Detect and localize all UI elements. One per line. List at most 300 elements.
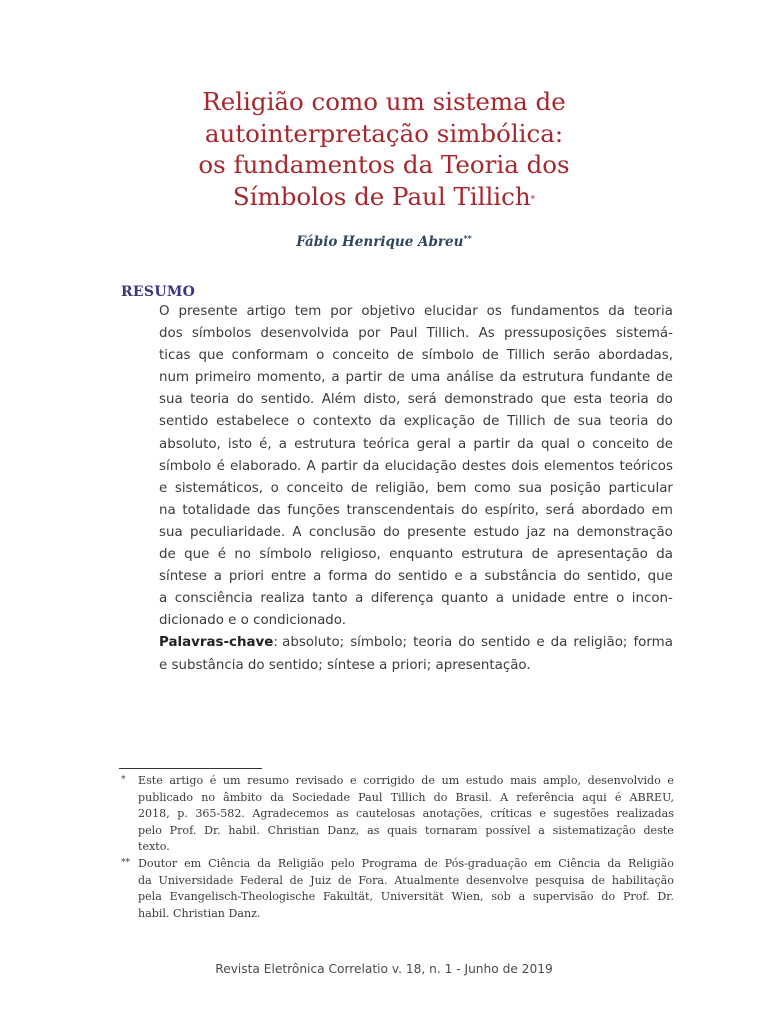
abstract-line (159, 588, 673, 610)
word: esta (573, 392, 603, 408)
keywords-paragraph (159, 632, 673, 676)
word: a (495, 591, 504, 607)
abstract-line (159, 411, 673, 433)
word: do (433, 790, 448, 804)
word: Tillich (506, 348, 546, 364)
word: que (198, 348, 224, 364)
word: de (553, 414, 571, 430)
word: habil. (228, 823, 260, 837)
word: a (213, 569, 222, 585)
word: A (500, 790, 509, 804)
word: teoria (190, 392, 230, 408)
word: sentido (480, 635, 531, 651)
footnote-line (138, 839, 674, 856)
word: habil. Christian Danz. (138, 906, 261, 920)
word: dicionado e o condicionado. (159, 613, 347, 629)
word: artigo (246, 304, 286, 319)
word: Universität (380, 890, 444, 904)
word: de (289, 873, 304, 887)
word: e (536, 635, 545, 651)
word: do (383, 524, 400, 540)
word: estabelece (216, 414, 290, 430)
word: dos (159, 326, 183, 342)
word: da (257, 856, 271, 870)
word: como (474, 480, 511, 496)
footnote-divider (119, 768, 262, 769)
word: geral (416, 436, 451, 452)
word: partir (320, 458, 358, 474)
word: num (159, 370, 190, 386)
word: da (138, 873, 152, 887)
word: sob (491, 890, 511, 904)
author-byline (0, 234, 768, 250)
word: teoria (633, 304, 673, 319)
word: sentido (398, 569, 448, 585)
keywords-label: Palavras-chave (159, 635, 274, 651)
word: conceito (592, 436, 650, 452)
word: do (458, 635, 475, 651)
word: da (608, 304, 625, 319)
word: religião, (375, 480, 429, 496)
word: teórica (363, 436, 410, 452)
word: o (616, 591, 625, 607)
word: pressuposições (503, 326, 607, 342)
word: Pós-graduação (444, 856, 528, 870)
word: possível (485, 823, 531, 837)
footnote-line (138, 823, 674, 840)
word: a (538, 823, 545, 837)
word: sua (159, 524, 183, 540)
word: de (656, 436, 673, 452)
abstract-line (159, 367, 673, 389)
word: de (531, 547, 549, 563)
word: tanto (312, 591, 348, 607)
word: sistematização (552, 823, 636, 837)
word: desenvolvida (260, 326, 350, 342)
word: do (563, 569, 581, 585)
word: Tillich. (426, 326, 470, 342)
footnote-line (138, 806, 674, 823)
word: jaz (526, 524, 546, 540)
word: referência (516, 790, 575, 804)
word: cautelosas (355, 807, 416, 821)
word: revisado (295, 774, 344, 787)
abstract-line (159, 323, 673, 345)
keywords-line (159, 632, 673, 654)
word: serão (553, 348, 591, 364)
word: estudo (465, 774, 504, 787)
word: disto, (363, 392, 401, 408)
word: amplo, (543, 774, 582, 787)
word: Programa (361, 856, 418, 870)
word: conceito (332, 348, 390, 364)
word: estudo (473, 524, 520, 540)
word: diferença (370, 591, 434, 607)
word: Federal (240, 873, 283, 887)
word: das (256, 502, 281, 518)
abstract-paragraph (159, 301, 673, 632)
word: bem (436, 480, 467, 496)
word: críticas (490, 807, 532, 821)
word: de (350, 480, 368, 496)
word: pelo (330, 856, 355, 870)
word: resumo (247, 774, 290, 787)
word: em (184, 856, 202, 870)
word: : absoluto; (273, 635, 345, 651)
word: contexto (312, 414, 372, 430)
word: destes (461, 458, 507, 474)
word: O (159, 304, 170, 319)
word: totalidade (182, 502, 251, 518)
word: da (550, 635, 568, 651)
word: sistemáticos, (174, 480, 264, 496)
word: a (313, 569, 322, 585)
word: enquanto (389, 547, 454, 563)
word: Religião (277, 856, 324, 870)
word: é (614, 790, 622, 804)
word: Wien, (451, 890, 484, 904)
word: de (337, 873, 352, 887)
footnote-item (121, 773, 674, 856)
word: A (292, 524, 302, 540)
word: habilitação (611, 873, 674, 887)
footnote-line (138, 856, 674, 873)
word: sentido (159, 414, 209, 430)
word: momento, (256, 370, 326, 386)
word: teoria (413, 635, 453, 651)
word: tem (294, 304, 322, 319)
word: conceito (286, 480, 344, 496)
word: consciência (174, 591, 253, 607)
word: Christian (267, 823, 320, 837)
word: desenvolve (465, 873, 529, 887)
word: peculiaridade. (189, 524, 286, 540)
word: do (236, 392, 254, 408)
word: o (270, 480, 279, 496)
word: Dr. (657, 890, 674, 904)
word: 2018, (138, 807, 170, 821)
title-line (0, 181, 768, 213)
word: Doutor (138, 856, 178, 870)
word: qual (540, 436, 570, 452)
word: do (374, 569, 392, 585)
word: na (552, 524, 570, 540)
word: partir (345, 370, 383, 386)
word: é (209, 774, 217, 787)
word: símbolo (421, 348, 475, 364)
word: estrutura (522, 370, 585, 386)
word: pela (138, 890, 162, 904)
word: por (358, 326, 381, 342)
word: análise (446, 370, 494, 386)
word: texto. (138, 840, 170, 854)
word: de (421, 774, 435, 787)
word: do (461, 502, 478, 518)
keywords-line (159, 655, 673, 677)
word: Dr. (204, 823, 221, 837)
word: em (651, 502, 673, 518)
word: objetivo (361, 304, 416, 319)
word: A (306, 458, 316, 474)
word: símbolo; (350, 635, 408, 651)
word: mais (510, 774, 537, 787)
word: da (499, 370, 517, 386)
word: uma (410, 370, 441, 386)
word: sua (518, 480, 543, 496)
word: de (591, 873, 606, 887)
word: de (424, 856, 438, 870)
word: deste (643, 823, 674, 837)
word: da (362, 458, 380, 474)
title-text: Símbolos de Paul Tillich (232, 181, 531, 211)
word: de (481, 348, 499, 364)
word: substância (484, 569, 557, 585)
word: Paul (389, 326, 418, 342)
word: fundamentos (510, 304, 600, 319)
word: sentido. (260, 392, 315, 408)
word: elaborado. (230, 458, 302, 474)
word: incon- (631, 591, 673, 607)
word: o (316, 348, 325, 364)
word: da (270, 790, 284, 804)
word: Além (321, 392, 356, 408)
word: os (486, 304, 502, 319)
author-footnote-mark: ** (463, 233, 472, 243)
word: a (518, 890, 526, 904)
word: por (330, 304, 353, 319)
word: da (607, 856, 622, 870)
title-footnote-mark: * (530, 194, 536, 205)
word: é (216, 458, 225, 474)
word: Agradecemos (252, 807, 329, 821)
word: e (159, 480, 168, 496)
word: o (296, 414, 306, 430)
word: as (367, 823, 380, 837)
word: e (454, 569, 463, 585)
word: que (647, 569, 673, 585)
abstract-line (159, 478, 673, 500)
word: Ciência (558, 856, 601, 870)
word: da (656, 547, 673, 563)
word: a (457, 436, 467, 452)
word: tornaram (425, 823, 478, 837)
word: Brasil. (455, 790, 492, 804)
keywords-first-chunk (159, 632, 344, 654)
word: símbolo (259, 547, 312, 563)
word: realiza (260, 591, 305, 607)
word: âmbito (223, 790, 263, 804)
word: pelo (138, 823, 162, 837)
word: Sociedade (292, 790, 351, 804)
word: será (545, 502, 575, 518)
word: sua (159, 392, 183, 408)
word: priori (228, 569, 264, 585)
word: religioso, (320, 547, 381, 563)
word: apresentação (556, 547, 648, 563)
word: absoluto, (159, 436, 221, 452)
word: ticas (159, 348, 191, 364)
word: conformam (231, 348, 309, 364)
abstract-line (159, 345, 673, 367)
word: Tillich (507, 414, 546, 430)
abstract-line (159, 566, 673, 588)
abstract-line (159, 434, 673, 456)
word: e substância do sentido; síntese a priori; apresentação. (159, 657, 531, 673)
footnote-mark: * (121, 775, 126, 785)
word: pesquisa (535, 873, 585, 887)
word: teoria (609, 414, 649, 430)
word: elementos (543, 458, 615, 474)
word: elucidar (424, 304, 478, 319)
word: sugestões (553, 807, 609, 821)
word: desenvolvido (587, 774, 661, 787)
word: Universidade (158, 873, 234, 887)
word: abordado (581, 502, 645, 518)
abstract-line (159, 544, 673, 566)
footnote-item (121, 856, 674, 922)
footnote-line (138, 773, 674, 790)
word: forma (328, 569, 368, 585)
word: presente (407, 524, 467, 540)
word: que (184, 547, 210, 563)
word: Atualmente (394, 873, 460, 887)
word: a (331, 370, 340, 386)
word: que (540, 392, 566, 408)
abstract-line (159, 301, 673, 323)
word: conclusão (308, 524, 376, 540)
word: transcendentais (346, 502, 455, 518)
author-name: Fábio Henrique Abreu (296, 234, 464, 250)
word: particular (608, 480, 673, 496)
word: Tillich (390, 790, 426, 804)
word: a (355, 591, 364, 607)
word: de (656, 370, 673, 386)
word: Fora. (358, 873, 388, 887)
word: em (534, 856, 552, 870)
word: As (478, 326, 495, 342)
word: religião; (573, 635, 628, 651)
word: elucidação (384, 458, 457, 474)
word: no (234, 547, 251, 563)
word: presente (178, 304, 238, 319)
word: da (517, 436, 534, 452)
word: Juiz (310, 873, 332, 887)
title-line: autointerpretação simbólica: (204, 118, 564, 148)
word: corrigido (363, 774, 415, 787)
word: estrutura (294, 436, 356, 452)
word: de (396, 348, 414, 364)
title-line: Religião como um sistema de (202, 87, 566, 116)
word: estrutura (461, 547, 524, 563)
footnote-line (138, 906, 674, 923)
word: Fakultät, (322, 890, 374, 904)
word: a (159, 591, 168, 607)
title-line: os fundamentos da Teoria dos (198, 150, 570, 179)
word: o (576, 436, 586, 452)
word: do (656, 414, 673, 430)
abstract-line (159, 389, 673, 411)
footnote-line (138, 873, 674, 890)
word: ABREU, (629, 790, 674, 804)
word: partir (473, 436, 510, 452)
word: aqui (582, 790, 607, 804)
word: sua (577, 414, 602, 430)
word: do (601, 890, 616, 904)
word: explicação (403, 414, 475, 430)
word: unidade (511, 591, 566, 607)
word: a (278, 436, 287, 452)
word: espírito, (484, 502, 539, 518)
word: entre (270, 569, 307, 585)
abstract-line (159, 522, 673, 544)
word: demonstrado (444, 392, 534, 408)
word: a (469, 569, 478, 585)
word: do (656, 392, 673, 408)
word: demonstração (576, 524, 673, 540)
word: Paul (358, 790, 383, 804)
word: de (482, 414, 500, 430)
word: sentido, (587, 569, 641, 585)
word: as (336, 807, 349, 821)
word: anotações, (422, 807, 483, 821)
footnote-line (138, 889, 674, 906)
word: entre (573, 591, 609, 607)
word: no (201, 790, 216, 804)
word: abordadas, (598, 348, 673, 364)
word: de (388, 370, 405, 386)
word: de (159, 547, 176, 563)
page-footer: Revista Eletrônica Correlatio v. 18, n. 1 - Junho de 2019 (215, 962, 553, 976)
abstract-body (159, 301, 673, 677)
footnote-mark: ** (121, 857, 130, 868)
word: teóricos (619, 458, 673, 474)
word: fundante (589, 370, 651, 386)
word: primeiro (194, 370, 252, 386)
word: dois (511, 458, 539, 474)
word: teoria (609, 392, 649, 408)
word: e (667, 774, 674, 787)
abstract-line (159, 500, 673, 522)
word: na (159, 502, 176, 518)
word: posição (549, 480, 601, 496)
word: e (539, 807, 546, 821)
word: símbolos (191, 326, 252, 342)
word: Religião (627, 856, 674, 870)
word: quais (387, 823, 418, 837)
word: supervisão (532, 890, 594, 904)
word: um (441, 774, 460, 787)
word: p. (177, 807, 188, 821)
word: funções (287, 502, 340, 518)
word: Evangelisch-Theologische (169, 890, 316, 904)
word: artigo (169, 774, 204, 787)
word: símbolo (159, 458, 212, 474)
article-title (0, 86, 768, 212)
word: realizadas (616, 807, 674, 821)
word: 365-582. (195, 807, 245, 821)
word: Prof. (622, 890, 650, 904)
word: um (222, 774, 241, 787)
word: é (217, 547, 226, 563)
word: Danz, (327, 823, 360, 837)
word: Prof. (169, 823, 197, 837)
word: será (407, 392, 437, 408)
word: sistemá- (615, 326, 673, 342)
word: forma (633, 635, 673, 651)
word: da (379, 414, 396, 430)
abstract-line (159, 456, 673, 478)
word: e (350, 774, 357, 787)
